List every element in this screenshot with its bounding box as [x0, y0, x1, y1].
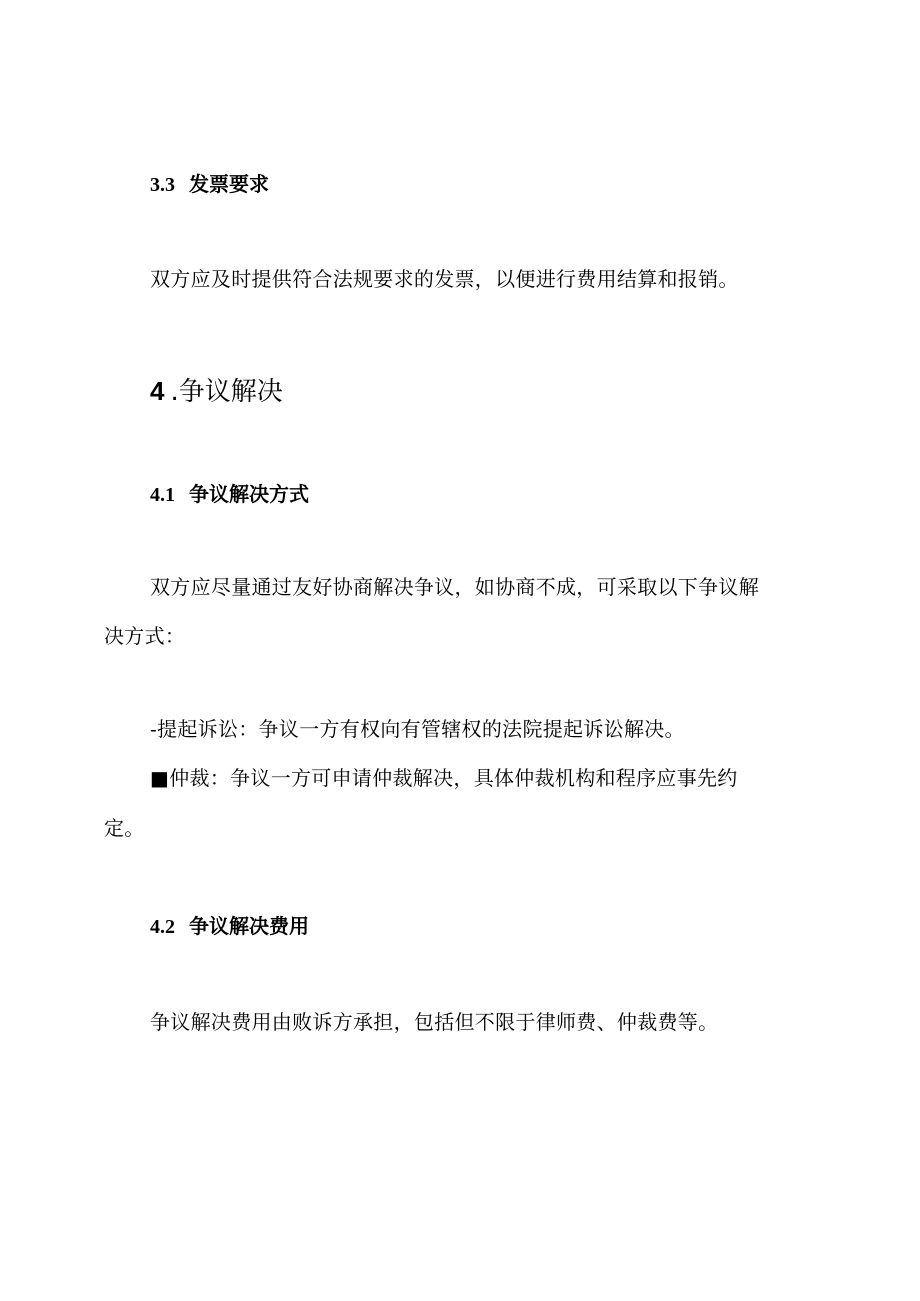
paragraph-resolution-line2: 决方式： — [104, 624, 186, 648]
paragraph-costs: 争议解决费用由败诉方承担，包括但不限于律师费、仲裁费等。 — [150, 1010, 719, 1034]
list-item-litigation: -提起诉讼：争议一方有权向有管辖权的法院提起诉讼解决。 — [150, 717, 685, 741]
heading-title: 发票要求 — [189, 172, 269, 196]
heading-title: 争议解决方式 — [189, 482, 309, 506]
heading-title: .争议解决 — [170, 377, 283, 407]
list-item-arbitration-line2: 定。 — [104, 816, 145, 840]
heading-4-2 — [150, 910, 309, 939]
heading-number: 4.1 — [150, 484, 175, 506]
heading-4 — [150, 371, 283, 408]
list-item-arbitration-line1: ■仲裁：争议一方可申请仲裁解决，具体仲裁机构和程序应事先约 — [150, 766, 738, 790]
heading-number: 3.3 — [150, 174, 175, 196]
heading-number: 4.2 — [150, 916, 175, 938]
paragraph-resolution-line1: 双方应尽量通过友好协商解决争议，如协商不成，可采取以下争议解 — [150, 575, 759, 599]
heading-number: 4 — [150, 376, 165, 406]
heading-3-3 — [150, 168, 269, 197]
heading-4-1 — [150, 478, 309, 507]
paragraph-invoice: 双方应及时提供符合法规要求的发票，以便进行费用结算和报销。 — [150, 267, 739, 291]
heading-title: 争议解决费用 — [189, 914, 309, 938]
